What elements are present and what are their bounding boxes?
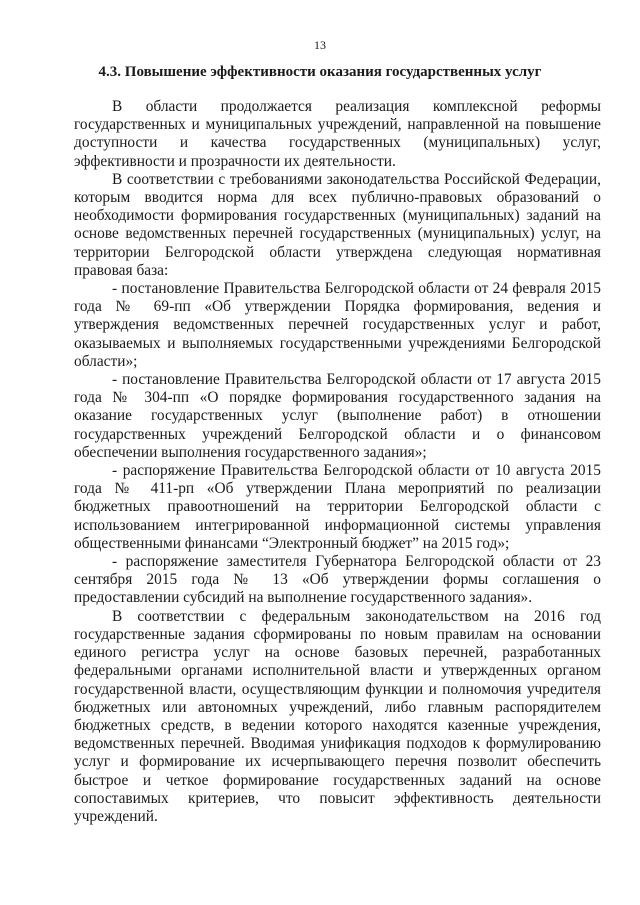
list-item: - постановление Правительства Белгородской области от 24 февраля 2015 года № 69-пп «Об утверждении Порядка формирования, ведения и утверждения ведомственных перечней государственных услуг и работ, оказываемых и выполняемых государственными учреждениями Белгородской области»; <box>74 280 601 370</box>
list-item: - распоряжение заместителя Губернатора Белгородской области от 23 сентября 2015 года № 13 «Об утверждении формы соглашения о предоставлении субсидий на выполнение государственного задания». <box>74 553 601 607</box>
list-item: - распоряжение Правительства Белгородской области от 10 августа 2015 года № 411-рп «Об утверждении Плана мероприятий по реализации бюджетных правоотношений на территории Белгородской области с использованием интегрированной информационной системы управления общественными финансами “Электронный бюджет” на 2015 год»; <box>74 462 601 552</box>
list-item: - постановление Правительства Белгородской области от 17 августа 2015 года № 304-пп «О порядке формирования государственного задания на оказание государственных услуг (выполнение работ) в отношении государственных учреждений Белгородской области и о финансовом обеспечении выполнения государственного задания»; <box>74 371 601 461</box>
paragraph-intro: В области продолжается реализация комплексной реформы государственных и муниципальных учреждений, направленной на повышение доступности и качества государственных (муниципальных) услуг, эффективности и прозрачности их деятельности. <box>74 98 601 170</box>
paragraph-federal-law: В соответствии с федеральным законодательством на 2016 год государственные задания сформированы по новым правилам на основании единого регистра услуг на основе базовых перечней, разработанных федеральными органами исполнительной власти и утвержденных органом государственной власти, осуществляющим функции и полномочия учредителя бюджетных или автономных учреждений, либо главным распорядителем бюджетных средств, в ведении которого находятся казенные учреждения, ведомственных перечней. Вводимая унификация подходов к формулированию услуг и формирование их исчерпывающего перечня позволит обеспечить быстрое и четкое формирование государственных заданий на основе сопоставимых критериев, что повысит эффективность деятельности учреждений. <box>74 607 601 825</box>
section-body <box>74 98 601 826</box>
paragraph-legal-basis: В соответствии с требованиями законодательства Российской Федерации, которым вводится норма для всех публично-правовых образований о необходимости формирования государственных (муниципальных) заданий на основе ведомственных перечней государственных (муниципальных) услуг, на территории Белгородской области утверждена следующая нормативная правовая база: <box>74 170 601 279</box>
section-heading: 4.3. Повышение эффективности оказания государственных услуг <box>98 64 542 80</box>
page-number: 13 <box>314 38 326 52</box>
